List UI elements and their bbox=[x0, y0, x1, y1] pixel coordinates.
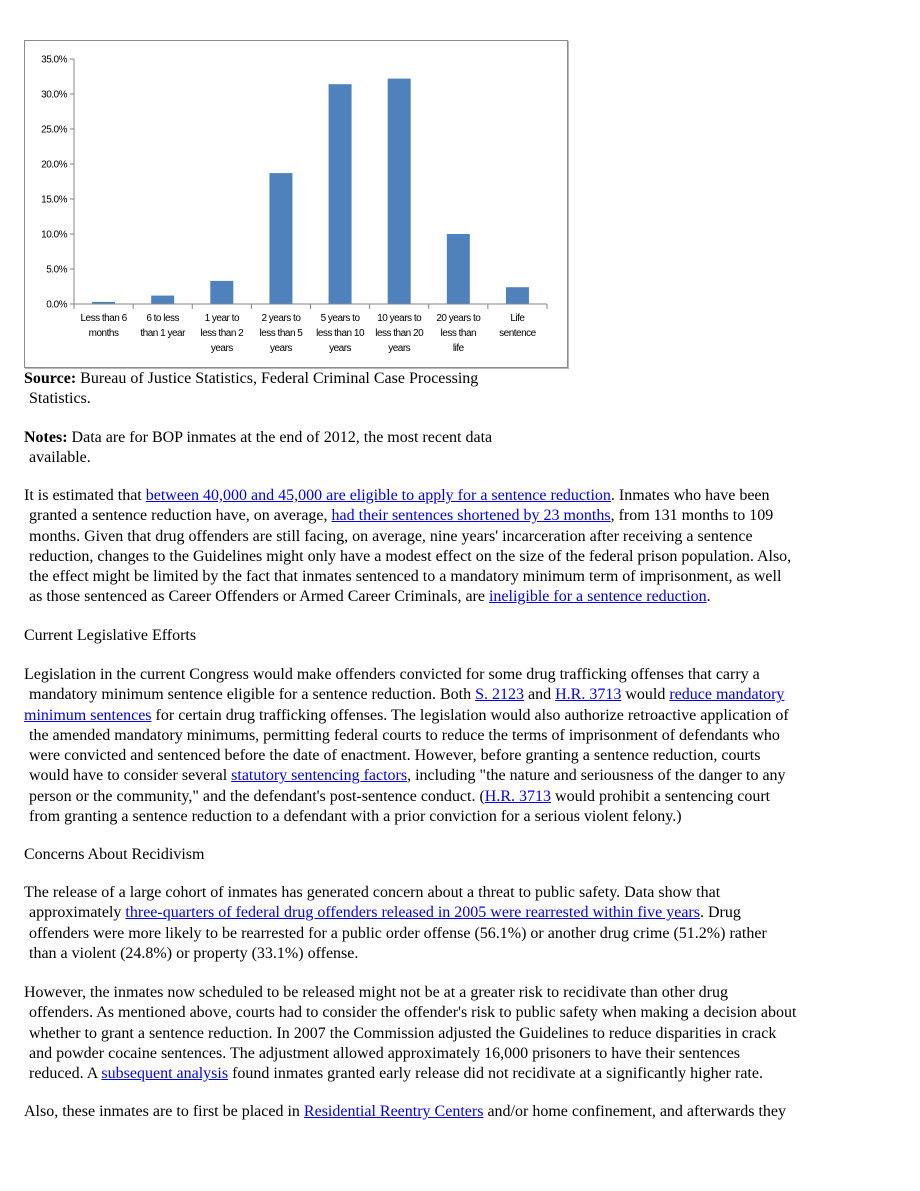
y-tick-label: 30.0% bbox=[41, 89, 67, 101]
p5-text: and/or home confinement, and afterwards they bbox=[483, 1103, 786, 1120]
notes-text: Data are for BOP inmates at the end of 2012, the most recent data bbox=[67, 429, 493, 446]
p3-text: offenders were more likely to be rearrested for a public order offense (56.1%) or another drug crime (51.2%) rather bbox=[29, 924, 767, 942]
x-tick-label bbox=[316, 313, 365, 354]
bar-7 bbox=[447, 234, 470, 304]
p2-text: for certain drug trafficking offenses. The legislation would also authorize retroactive application of bbox=[151, 706, 789, 724]
p3-text: than a violent (24.8%) or property (33.1%) offense. bbox=[29, 944, 359, 962]
paragraph-eligibility bbox=[24, 486, 914, 608]
x-tick-label-line: than 1 year bbox=[140, 328, 185, 339]
p4-text: and powder cocaine sentences. The adjustment allowed approximately 16,000 prisoners to have their sentences bbox=[29, 1044, 741, 1062]
bar-6 bbox=[388, 79, 411, 304]
x-tick-label bbox=[375, 313, 424, 354]
x-tick-label bbox=[436, 313, 481, 354]
paragraph-risk bbox=[24, 983, 914, 1084]
p2-text: , including "the nature and seriousness of the danger to any bbox=[407, 767, 786, 785]
p5-text: Also, these inmates are to first be placed in bbox=[24, 1103, 304, 1120]
p2-text: would prohibit a sentencing court bbox=[551, 787, 771, 805]
y-axis bbox=[41, 55, 74, 311]
x-tick-label-line: 6 to less bbox=[146, 313, 180, 324]
p3-text: . Drug bbox=[699, 904, 741, 922]
link-three-quarters-rearrested[interactable]: three-quarters of federal drug offenders released in 2005 were rearrested within five years bbox=[125, 904, 700, 922]
x-tick-label-line: 1 year to bbox=[204, 313, 240, 324]
y-tick-label: 15.0% bbox=[41, 194, 67, 206]
x-tick-label-line: 5 years to bbox=[320, 313, 360, 324]
p4-text: reduced. A bbox=[29, 1065, 102, 1083]
p1-text: It is estimated that bbox=[24, 487, 146, 504]
x-tick-label-line: less than 10 bbox=[316, 328, 365, 339]
y-tick-label: 25.0% bbox=[41, 124, 67, 136]
p3-text: The release of a large cohort of inmates has generated concern about a threat to public safety. Data show that bbox=[24, 884, 721, 901]
x-tick-label-line: Life bbox=[510, 313, 525, 324]
link-s-2123[interactable]: S. 2123 bbox=[475, 686, 524, 704]
x-tick-label bbox=[200, 313, 244, 354]
p1-text: . bbox=[706, 588, 711, 606]
bar-3 bbox=[210, 281, 233, 304]
p1-text: months. Given that drug offenders are still facing, on average, nine years' incarceration after receiving a sentence bbox=[29, 527, 753, 545]
p2-text: person or the community," and the defendant's post-sentence conduct. ( bbox=[29, 787, 485, 805]
p2-text: would have to consider several bbox=[29, 767, 232, 785]
link-subsequent-analysis[interactable]: subsequent analysis bbox=[101, 1065, 229, 1083]
p4-text: offenders. As mentioned above, courts had to consider the offender's risk to public safety when making a decision about bbox=[29, 1004, 797, 1022]
p3-text: approximately bbox=[29, 904, 126, 922]
y-tick-label: 5.0% bbox=[46, 264, 67, 276]
link-eligible-estimate[interactable]: between 40,000 and 45,000 are eligible to apply for a sentence reduction bbox=[145, 487, 611, 504]
x-tick-label bbox=[260, 313, 304, 354]
bar-chart-svg bbox=[25, 41, 567, 367]
x-tick-label-line: sentence bbox=[499, 328, 536, 339]
bars bbox=[92, 79, 529, 304]
sentence-length-chart bbox=[24, 40, 568, 368]
link-reduce-mandatory[interactable]: reduce mandatory bbox=[669, 686, 785, 704]
source-text-2: Statistics. bbox=[29, 390, 91, 408]
x-tick-label-line: 20 years to bbox=[436, 313, 481, 324]
p1-text: granted a sentence reduction have, on average, bbox=[29, 507, 332, 525]
p1-text: the effect might be limited by the fact that inmates sentenced to a mandatory minimum term of imprisonment, as well bbox=[29, 568, 782, 586]
p1-text: as those sentenced as Career Offenders or Armed Career Criminals, are bbox=[29, 588, 489, 606]
p4-text: found inmates granted early release did not recidivate at a significantly higher rate. bbox=[228, 1065, 763, 1083]
y-tick-label: 20.0% bbox=[41, 159, 67, 171]
y-tick-label: 10.0% bbox=[41, 229, 67, 241]
bar-5 bbox=[329, 84, 352, 304]
p2-text: mandatory minimum sentence eligible for a sentence reduction. Both bbox=[29, 686, 476, 704]
notes-text-2: available. bbox=[29, 449, 91, 467]
link-hr-3713-2[interactable]: H.R. 3713 bbox=[484, 787, 552, 805]
paragraph-recidivism bbox=[24, 883, 914, 964]
p1-text: . Inmates who have been bbox=[610, 487, 770, 504]
x-tick-label-line: years bbox=[210, 343, 233, 354]
x-tick-label-line: months bbox=[88, 328, 119, 339]
x-tick-label bbox=[80, 313, 127, 339]
x-tick-label-line: less than 2 bbox=[200, 328, 244, 339]
heading-recidivism: Concerns About Recidivism bbox=[24, 846, 205, 863]
bar-4 bbox=[269, 173, 292, 304]
x-tick-label-line: 10 years to bbox=[377, 313, 422, 324]
p2-text: and bbox=[524, 686, 556, 704]
heading-legislative-efforts: Current Legislative Efforts bbox=[24, 627, 197, 644]
x-tick-label-line: less than bbox=[440, 328, 477, 339]
x-tick-label-line: years bbox=[329, 343, 352, 354]
p4-text: However, the inmates now scheduled to be released might not be at a greater risk to recidivate than other drug bbox=[24, 984, 728, 1001]
source-label: Source: bbox=[24, 370, 77, 387]
bar-8 bbox=[506, 287, 529, 304]
chart-notes bbox=[24, 428, 584, 469]
link-sentencing-factors[interactable]: statutory sentencing factors bbox=[231, 767, 408, 785]
p2-text: were convicted and sentenced before the date of enactment. However, before granting a sentence reduction, courts bbox=[29, 747, 761, 765]
x-tick-label-line: less than 5 bbox=[259, 328, 303, 339]
x-tick-label bbox=[499, 313, 537, 339]
x-tick-label-line: Less than 6 bbox=[80, 313, 127, 324]
x-tick-label-line: years bbox=[388, 343, 411, 354]
p1-text: , from 131 months to 109 bbox=[610, 507, 774, 525]
notes-label: Notes: bbox=[24, 429, 68, 446]
y-tick-label: 0.0% bbox=[46, 299, 67, 311]
x-axis bbox=[74, 304, 547, 354]
paragraph-legislation bbox=[24, 665, 914, 827]
link-reduce-mandatory-cont[interactable]: minimum sentences bbox=[24, 706, 152, 724]
x-tick-label bbox=[140, 313, 186, 339]
x-tick-label-line: less than 20 bbox=[375, 328, 424, 339]
p2-text: from granting a sentence reduction to a defendant with a prior conviction for a serious violent felony.) bbox=[29, 808, 682, 826]
bar-2 bbox=[151, 296, 174, 304]
paragraph-reentry bbox=[24, 1102, 914, 1122]
x-tick-label-line: 2 years to bbox=[261, 313, 301, 324]
link-residential-reentry-centers[interactable]: Residential Reentry Centers bbox=[303, 1103, 484, 1120]
link-shortened-23-months[interactable]: had their sentences shortened by 23 months bbox=[331, 507, 611, 525]
y-tick-label: 35.0% bbox=[41, 54, 67, 66]
link-ineligible[interactable]: ineligible for a sentence reduction bbox=[488, 588, 707, 606]
p1-text: reduction, changes to the Guidelines might only have a modest effect on the size of the federal prison population. Also, bbox=[29, 547, 792, 565]
x-tick-label-line: years bbox=[269, 343, 292, 354]
link-hr-3713[interactable]: H.R. 3713 bbox=[555, 686, 622, 704]
chart-source bbox=[24, 369, 584, 410]
p4-text: whether to grant a sentence reduction. In 2007 the Commission adjusted the Guidelines to reduce disparities in crack bbox=[29, 1024, 777, 1042]
source-text: Bureau of Justice Statistics, Federal Criminal Case Processing bbox=[76, 370, 479, 387]
x-tick-label-line: life bbox=[452, 343, 464, 354]
p2-text: the amended mandatory minimums, permitting federal courts to reduce the terms of imprisonment of defendants who bbox=[29, 726, 780, 744]
p2-text: would bbox=[621, 686, 670, 704]
p2-text: Legislation in the current Congress would make offenders convicted for some drug trafficking offenses that carry a bbox=[24, 666, 760, 683]
